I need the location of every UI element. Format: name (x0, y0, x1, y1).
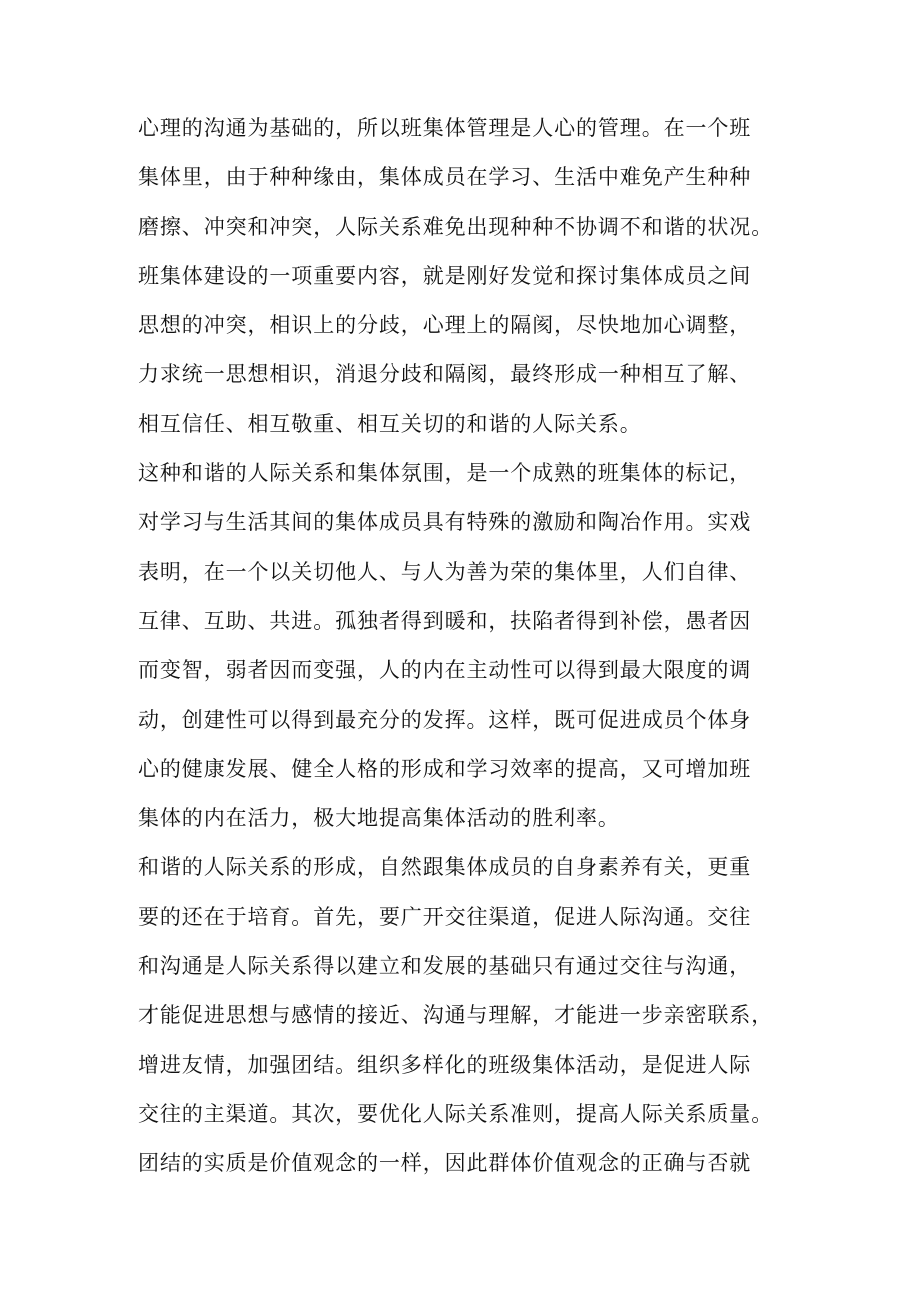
text-line: 和沟通是人际关系得以建立和发展的基础只有通过交往与沟通， (138, 954, 752, 979)
text-line: 交往的主渠道。其次，要优化人际关系准则，提高人际关系质量。 (138, 1101, 774, 1126)
text-line: 思想的冲突，相识上的分歧，心理上的隔阂，尽快地加心调整， (138, 313, 752, 338)
text-line: 磨擦、冲突和冲突，人际关系难免出现种种不协调不和谐的状况。 (138, 214, 774, 239)
text-line: 心的健康发展、健全人格的形成和学习效率的提高，又可增加班 (138, 756, 752, 781)
text-line: 表明，在一个以关切他人、与人为善为荣的集体里，人们自律、 (138, 559, 752, 584)
text-line: 相互信任、相互敬重、相互关切的和谐的人际关系。 (138, 411, 642, 436)
text-line: 集体的内在活力，极大地提高集体活动的胜利率。 (138, 806, 620, 831)
text-line: 互律、互助、共进。孤独者得到暖和，扶陷者得到补偿，愚者因 (138, 608, 752, 633)
text-line: 对学习与生活其间的集体成员具有特殊的激励和陶冶作用。实戏 (138, 510, 752, 535)
text-line: 和谐的人际关系的形成，自然跟集体成员的自身素养有关，更重 (138, 855, 752, 880)
body-text (138, 104, 788, 1189)
text-line: 心理的沟通为基础的，所以班集体管理是人心的管理。在一个班 (138, 116, 752, 140)
text-line: 集体里，由于种种缘由，集体成员在学习、生活中难免产生种种 (138, 165, 752, 190)
text-line: 力求统一思想相识，消退分歧和隔阂，最终形成一种相互了解、 (138, 362, 752, 387)
text-line: 这种和谐的人际关系和集体氛围，是一个成熟的班集体的标记， (138, 461, 752, 486)
text-line: 团结的实质是价值观念的一样，因此群体价值观念的正确与否就 (138, 1151, 752, 1176)
text-line: 动，创建性可以得到最充分的发挥。这样，既可促进成员个体身 (138, 707, 752, 732)
text-line: 班集体建设的一项重要内容，就是刚好发觉和探讨集体成员之间 (138, 263, 752, 288)
text-line: 才能促进思想与感情的接近、沟通与理解，才能进一步亲密联系， (138, 1003, 774, 1028)
text-line: 增进友情，加强团结。组织多样化的班级集体活动，是促进人际 (138, 1052, 752, 1077)
text-line: 要的还在于培育。首先，要广开交往渠道，促进人际沟通。交往 (138, 904, 752, 929)
text-line: 而变智，弱者因而变强，人的内在主动性可以得到最大限度的调 (138, 658, 752, 683)
